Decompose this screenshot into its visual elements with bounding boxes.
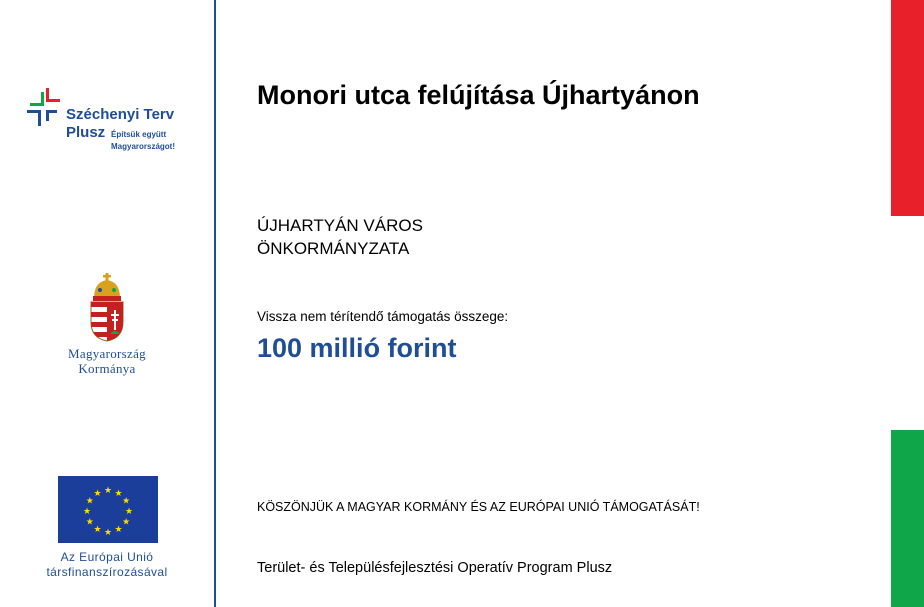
svg-text:★: ★ [93,488,102,499]
svg-text:★: ★ [122,517,131,528]
svg-text:★: ★ [114,488,123,499]
beneficiary-line-2: ÖNKORMÁNYZATA [257,239,410,258]
grant-label: Vissza nem térítendő támogatás összege: [257,309,509,324]
government-name-line-1: Magyarország [68,346,146,361]
svg-text:★: ★ [124,507,134,517]
flag-stripe-green [891,430,924,607]
szechenyi-terv-logo [26,88,206,158]
svg-text:★: ★ [114,525,123,536]
svg-text:★: ★ [122,496,131,507]
program-name: Terület- és Településfejlesztési Operatív Program Plusz [257,560,613,576]
thanks-message: KÖSZÖNJÜK A MAGYAR KORMÁNY ÉS AZ EURÓPAI UNIÓ TÁMOGATÁSÁT! [257,500,700,514]
eu-caption-line-2: társfinanszírozásával [46,565,168,579]
eu-caption-line-1: Az Európai Unió [60,550,154,564]
slogan-line-1: Építsük együtt [111,130,167,139]
szechenyi-slogan [111,129,175,153]
eu-flag-icon [58,476,158,543]
vertical-divider [214,0,216,607]
svg-text:★: ★ [85,517,94,528]
flag-stripe-red [891,0,924,216]
svg-text:★: ★ [85,496,94,507]
slogan-line-2: Magyarországot! [111,142,176,151]
hungarian-coat-of-arms-icon [86,272,128,342]
grant-amount: 100 millió forint [257,333,457,363]
government-name-line-2: Kormánya [78,361,136,376]
beneficiary-name [257,214,423,260]
project-title: Monori utca felújítása Újhartyánon [257,80,700,110]
szechenyi-plus: Plusz [66,124,106,141]
beneficiary-line-1: ÚJHARTYÁN VÁROS [257,216,423,235]
svg-text:★: ★ [82,507,92,517]
szechenyi-title: Széchenyi Terv [66,106,175,123]
svg-text:★: ★ [93,525,102,536]
svg-text:★: ★ [103,486,113,496]
svg-text:★: ★ [103,528,113,538]
szechenyi-cross-icon [26,88,66,128]
logo-sidebar [0,0,214,607]
